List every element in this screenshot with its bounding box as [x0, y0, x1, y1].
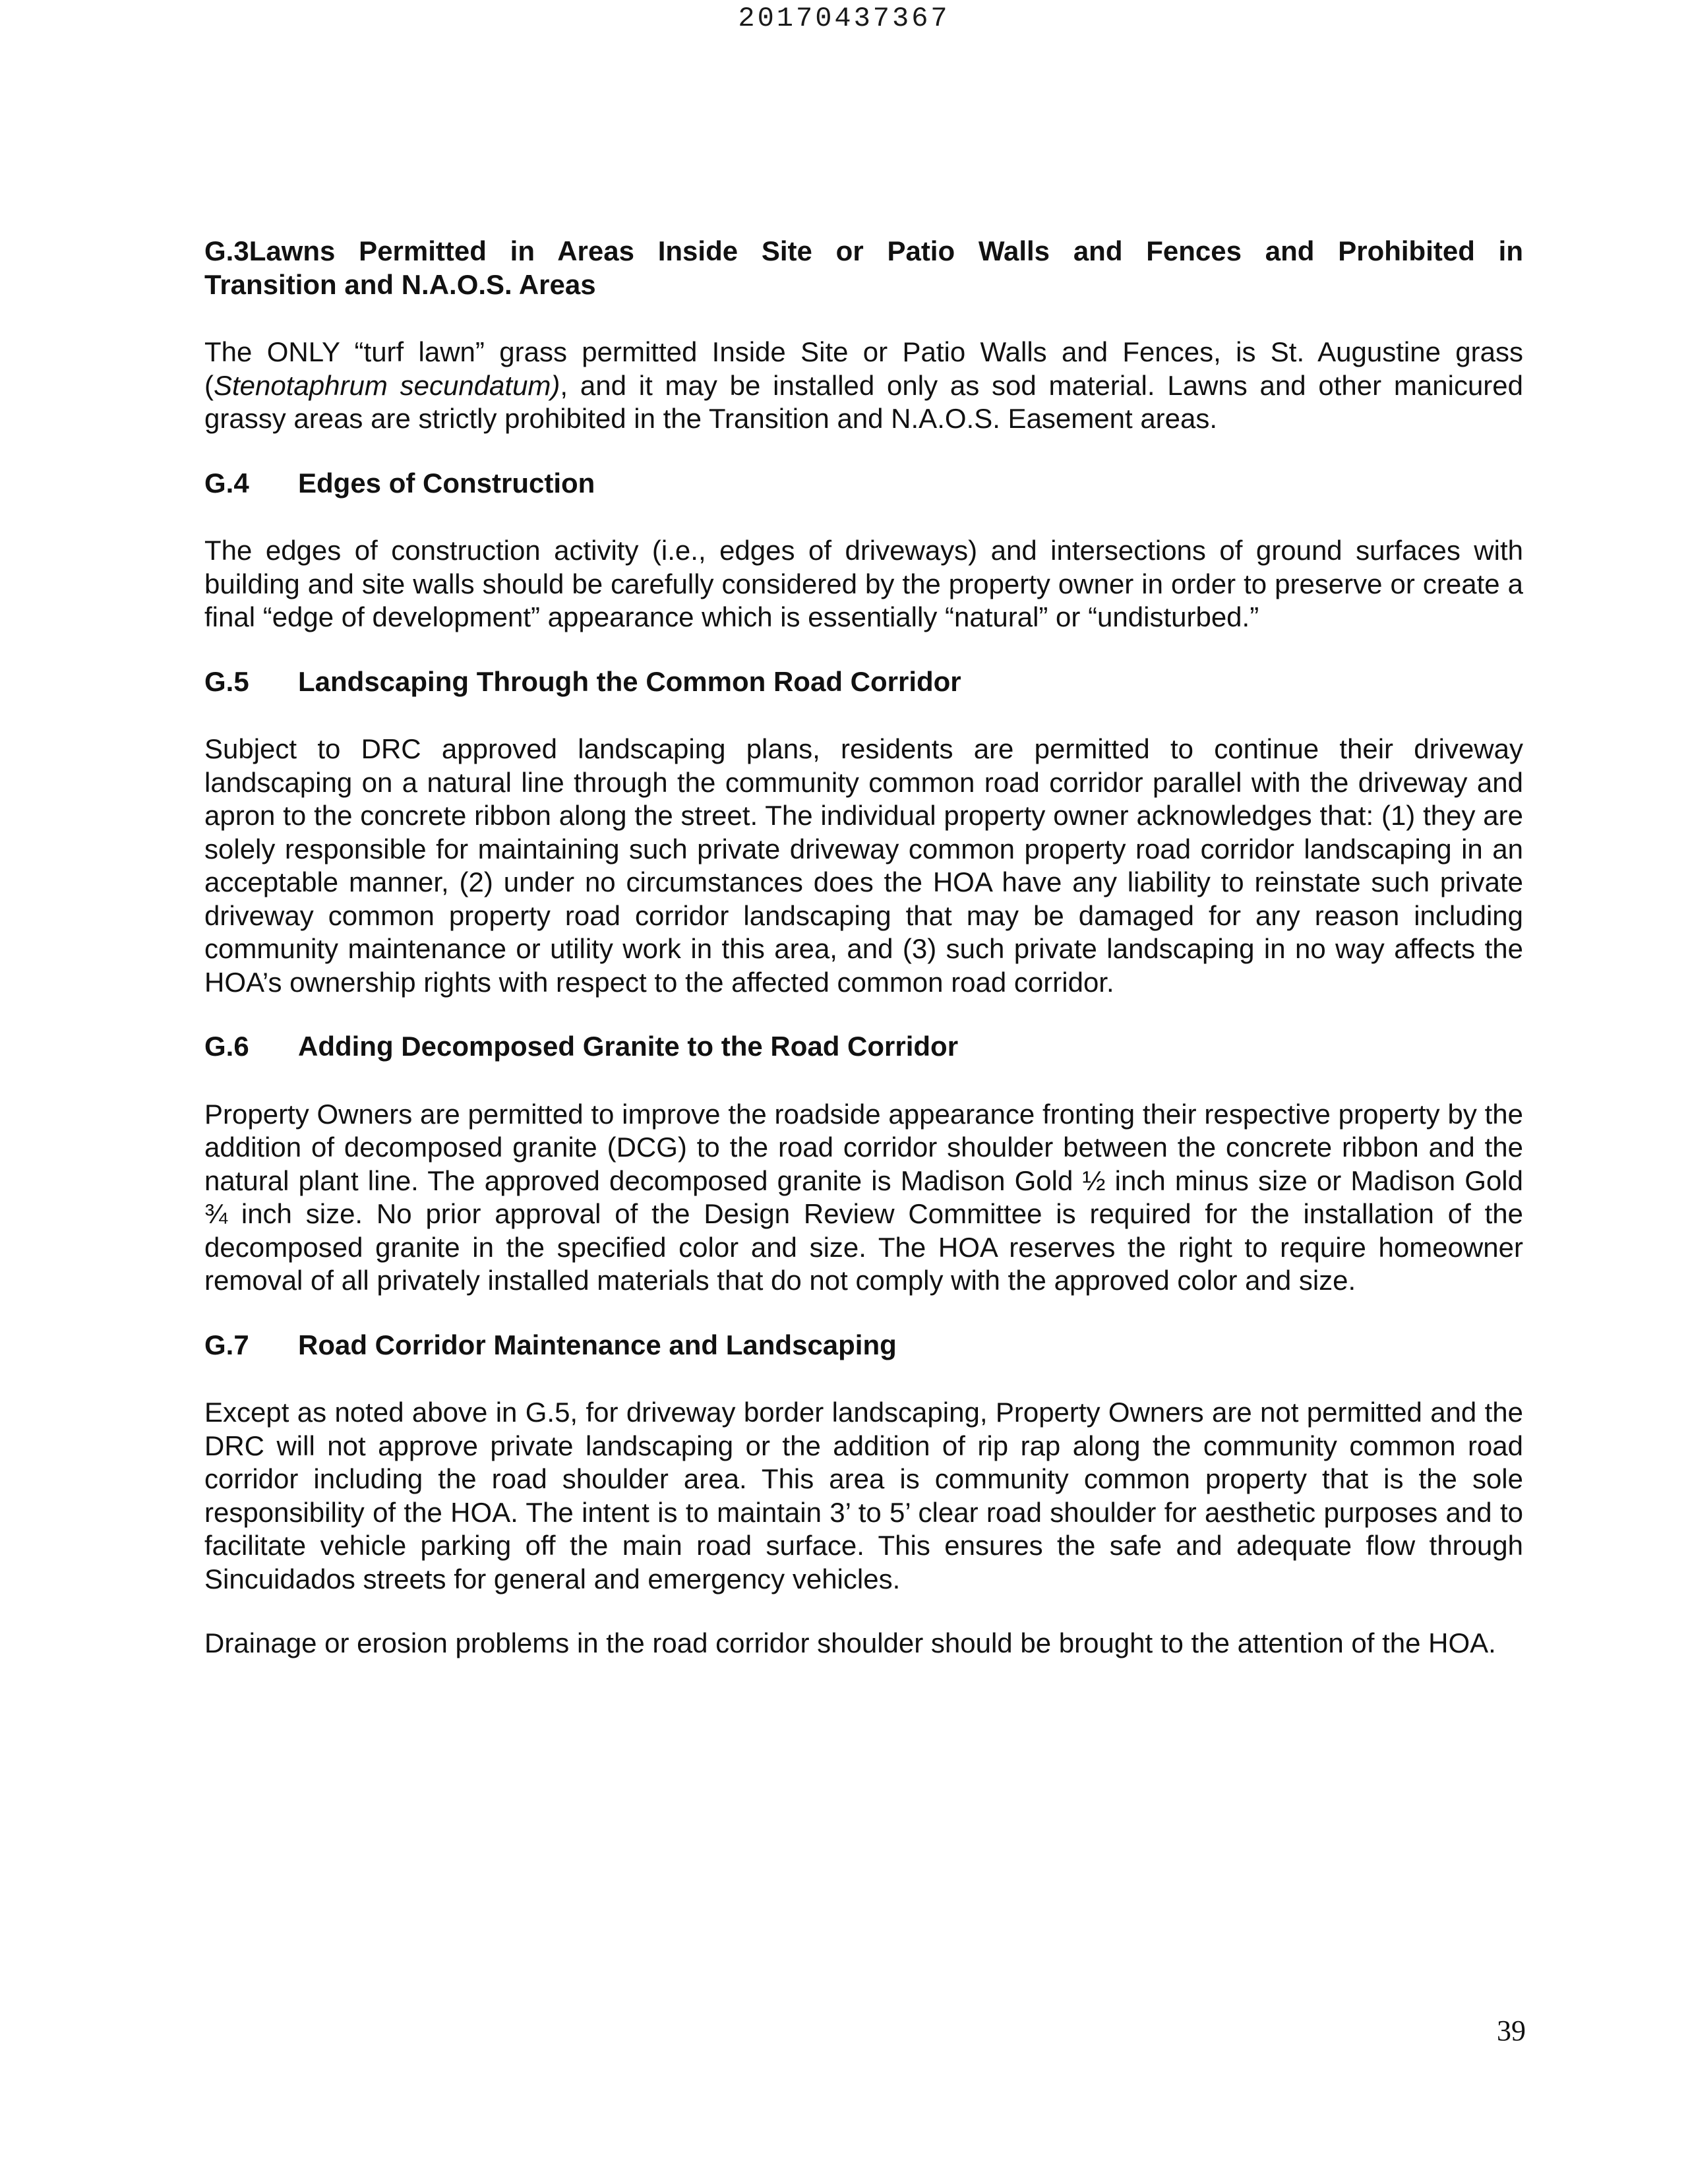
section-paragraph: Property Owners are permitted to improve the roadside appearance fronting their respective property by the addition of decomposed granite (DCG) to the road corridor shoulder between the concrete ribbon and the natural plant line. The approved decomposed granite is Madison Gold ½ inch minus size or Madison Gold ¾ inch size. No prior approval of the Design Review Committee is required for the installation of the decomposed granite in the specified color and size. The HOA reserves the right to require homeowner removal of all privately installed materials that do not comply with the approved color and size.	[204, 1098, 1523, 1296]
section-paragraph: Drainage or erosion problems in the road corridor shoulder should be brought to the attention of the HOA.	[204, 1627, 1496, 1658]
section-heading	[204, 1030, 1523, 1064]
section-heading	[204, 665, 1523, 699]
section-g7	[204, 1329, 1523, 1660]
section-heading	[204, 1329, 1523, 1362]
section-heading	[204, 467, 1523, 501]
section-title-line-2: Transition and N.A.O.S. Areas	[204, 268, 596, 300]
section-paragraph: The edges of construction activity (i.e., edges of driveways) and intersections of ground surfaces with building and site walls should be carefully considered by the property owner in order to preserve or create a final “edge of development” appearance which is essentially “natural” or “undisturbed.”	[204, 535, 1523, 632]
paragraph-text: The ONLY “turf lawn” grass permitted Inside Site or Patio Walls and Fences, is St. Augustine grass (	[204, 336, 1523, 401]
section-g5	[204, 665, 1523, 1031]
section-number: G.3	[204, 235, 249, 266]
section-title: Landscaping Through the Common Road Corridor	[298, 665, 961, 697]
section-g4	[204, 467, 1523, 665]
section-paragraph: Except as noted above in G.5, for driveway border landscaping, Property Owners are not permitted and the DRC will not approve private landscaping or the addition of rip rap along the community common road corridor including the road shoulder area. This area is community common property that is the sole responsibility of the HOA. The intent is to maintain 3’ to 5’ clear road shoulder for aesthetic purposes and to facilitate vehicle parking off the main road surface. This ensures the safe and adequate flow through Sincuidados streets for general and emergency vehicles.	[204, 1397, 1523, 1594]
section-title-line-1: Lawns Permitted in Areas Inside Site or Patio Walls and Fences and Prohibited in	[249, 235, 1523, 266]
section-g6	[204, 1030, 1523, 1329]
paragraph-italic-text: Stenotaphrum secundatum)	[214, 369, 560, 401]
section-title: Adding Decomposed Granite to the Road Corridor	[298, 1031, 959, 1062]
section-paragraph: Subject to DRC approved landscaping plans, residents are permitted to continue their driveway landscaping on a natural line through the community common road corridor parallel with the driveway and apron to the concrete ribbon along the street. The individual property owner acknowledges that: (1) they are solely responsible for maintaining such private driveway common property road corridor landscaping in an acceptable manner, (2) under no circumstances does the HOA have any liability to reinstate such private driveway common property road corridor landscaping that may be damaged for any reason including community maintenance or utility work in this area, and (3) such private landscaping in no way affects the HOA’s ownership rights with respect to the affected common road corridor.	[204, 733, 1523, 998]
section-heading	[204, 235, 1523, 268]
section-number: G.6	[204, 1031, 249, 1062]
page-number: 39	[1497, 2015, 1526, 2047]
section-paragraph	[204, 336, 1523, 436]
document-body	[204, 235, 1523, 1660]
document-number: 20170437367	[738, 3, 950, 34]
section-number: G.4	[204, 467, 249, 499]
paragraph-text: , and it may be installed only as sod material. Lawns and other manicured grassy areas are strictly prohibited in the Transition and N.A.O.S. Easement areas.	[204, 369, 1524, 434]
section-title: Edges of Construction	[298, 467, 595, 499]
section-number: G.7	[204, 1329, 249, 1360]
section-number: G.5	[204, 665, 249, 697]
section-g3	[204, 235, 1523, 467]
section-title: Road Corridor Maintenance and Landscaping	[298, 1329, 897, 1360]
